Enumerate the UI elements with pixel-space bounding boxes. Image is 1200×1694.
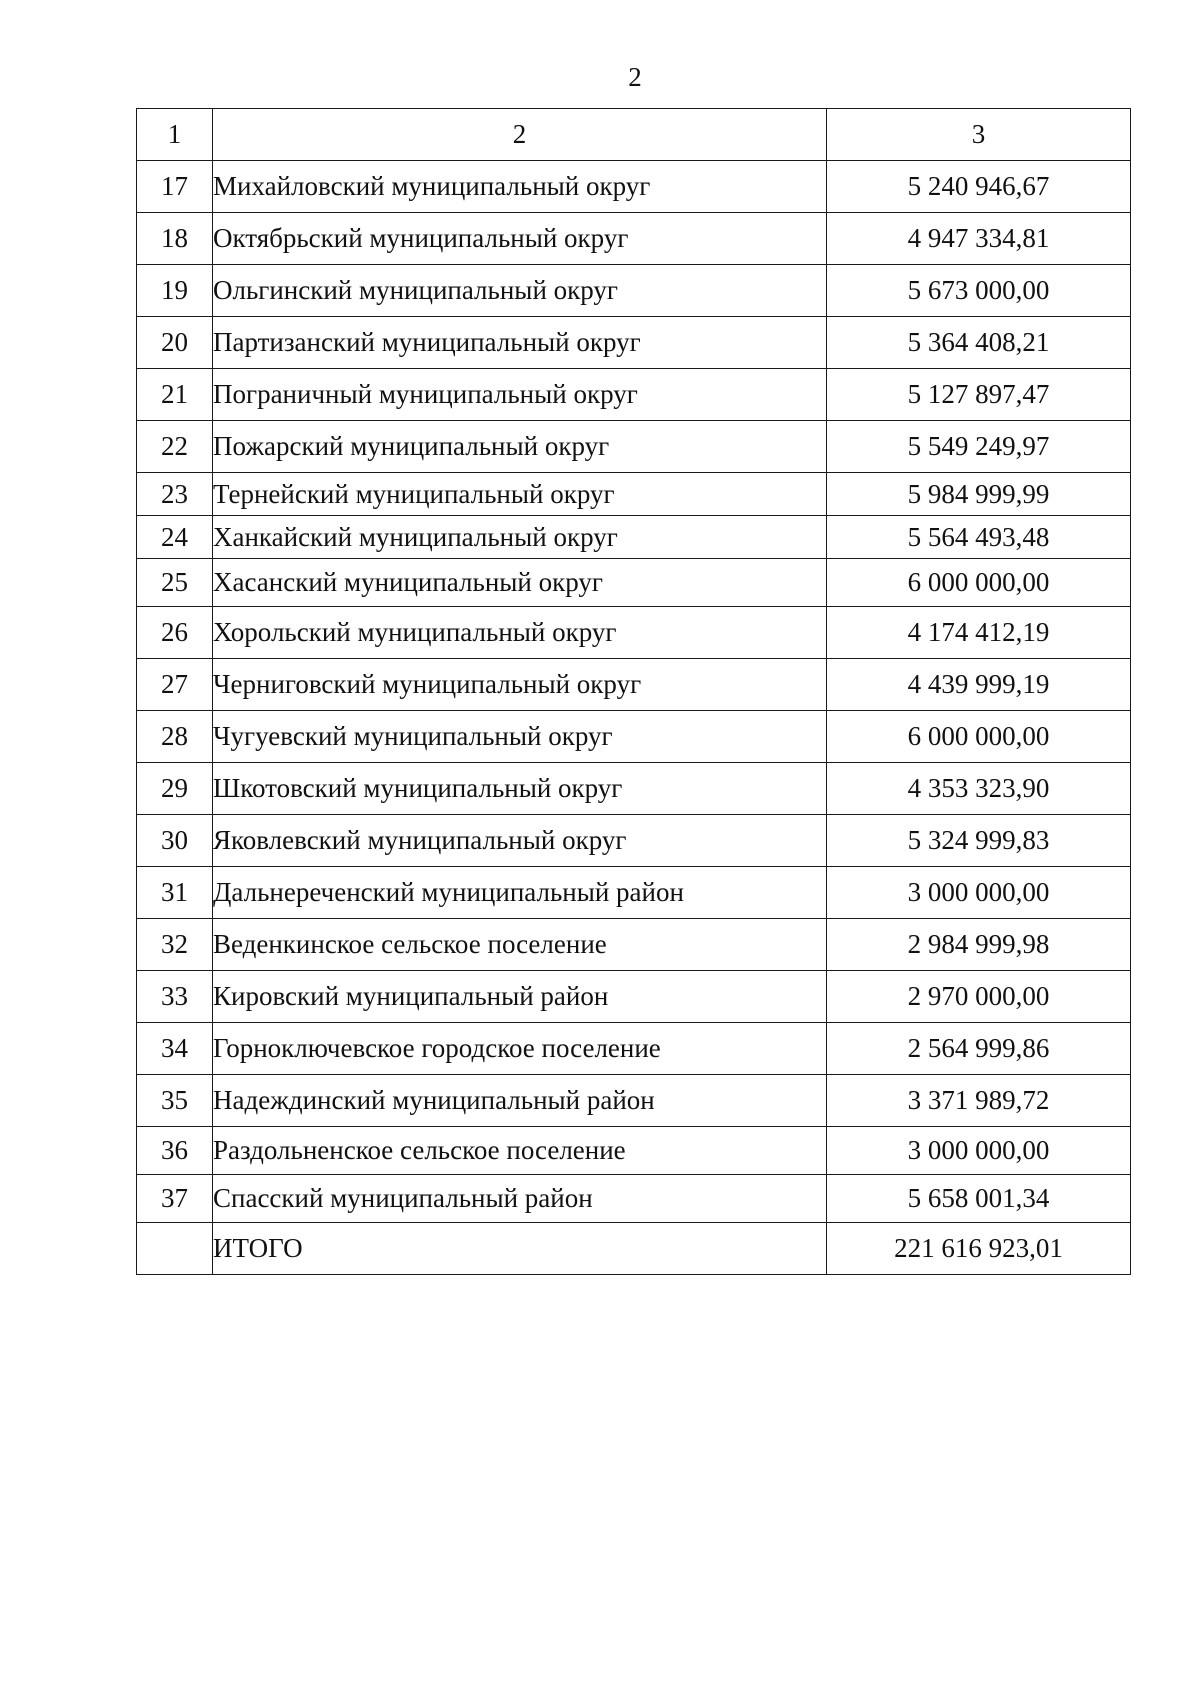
row-name: Раздольненское сельское поселение [213,1127,827,1175]
header-cell-number: 1 [137,109,213,161]
row-amount: 5 564 493,48 [827,516,1131,559]
table-row [137,711,1131,763]
row-amount: 5 658 001,34 [827,1175,1131,1223]
row-name: Тернейский муниципальный округ [213,473,827,516]
row-number: 30 [137,815,213,867]
row-name: Хорольский муниципальный округ [213,607,827,659]
table-total-row [137,1223,1131,1275]
row-amount: 3 371 989,72 [827,1075,1131,1127]
row-name: Надеждинский муниципальный район [213,1075,827,1127]
row-number: 28 [137,711,213,763]
row-name: Чугуевский муниципальный округ [213,711,827,763]
row-amount: 5 673 000,00 [827,265,1131,317]
table-row [137,265,1131,317]
row-name: Ольгинский муниципальный округ [213,265,827,317]
row-name: Шкотовский муниципальный округ [213,763,827,815]
table-row [137,1127,1131,1175]
row-name: Спасский муниципальный район [213,1175,827,1223]
header-cell-amount: 3 [827,109,1131,161]
row-amount: 3 000 000,00 [827,1127,1131,1175]
row-amount: 2 984 999,98 [827,919,1131,971]
row-amount: 5 364 408,21 [827,317,1131,369]
table-row [137,659,1131,711]
row-number: 23 [137,473,213,516]
row-amount: 4 439 999,19 [827,659,1131,711]
row-name: Пограничный муниципальный округ [213,369,827,421]
total-number [137,1223,213,1275]
table-row [137,1175,1131,1223]
table-row [137,971,1131,1023]
row-name: Черниговский муниципальный округ [213,659,827,711]
row-number: 29 [137,763,213,815]
row-name: Хасанский муниципальный округ [213,559,827,607]
table-row [137,763,1131,815]
row-number: 35 [137,1075,213,1127]
table-row [137,919,1131,971]
table-row [137,369,1131,421]
total-amount: 221 616 923,01 [827,1223,1131,1275]
row-number: 27 [137,659,213,711]
row-amount: 6 000 000,00 [827,711,1131,763]
row-number: 32 [137,919,213,971]
row-number: 26 [137,607,213,659]
row-name: Горноключевское городское поселение [213,1023,827,1075]
row-amount: 6 000 000,00 [827,559,1131,607]
row-amount: 2 970 000,00 [827,971,1131,1023]
table-body [137,109,1131,1275]
row-name: Октябрьский муниципальный округ [213,213,827,265]
table-row [137,161,1131,213]
row-amount: 5 240 946,67 [827,161,1131,213]
row-amount: 2 564 999,86 [827,1023,1131,1075]
table-row [137,516,1131,559]
row-number: 24 [137,516,213,559]
table-row [137,421,1131,473]
row-amount: 4 353 323,90 [827,763,1131,815]
row-name: Веденкинское сельское поселение [213,919,827,971]
header-cell-name: 2 [213,109,827,161]
total-label: ИТОГО [213,1223,827,1275]
table-row [137,1075,1131,1127]
table-row [137,1023,1131,1075]
row-number: 19 [137,265,213,317]
row-number: 33 [137,971,213,1023]
row-number: 25 [137,559,213,607]
row-amount: 4 174 412,19 [827,607,1131,659]
row-number: 37 [137,1175,213,1223]
row-name: Кировский муниципальный район [213,971,827,1023]
row-number: 20 [137,317,213,369]
row-number: 31 [137,867,213,919]
table-row [137,317,1131,369]
table-row [137,607,1131,659]
row-number: 18 [137,213,213,265]
table-row [137,213,1131,265]
row-name: Пожарский муниципальный округ [213,421,827,473]
row-amount: 3 000 000,00 [827,867,1131,919]
table-header-row [137,109,1131,161]
row-amount: 4 947 334,81 [827,213,1131,265]
page-number: 2 [628,62,642,92]
row-amount: 5 127 897,47 [827,369,1131,421]
row-number: 36 [137,1127,213,1175]
row-name: Яковлевский муниципальный округ [213,815,827,867]
row-name: Дальнереченский муниципальный район [213,867,827,919]
row-name: Михайловский муниципальный округ [213,161,827,213]
table-row [137,473,1131,516]
allocation-table [136,108,1131,1275]
row-amount: 5 549 249,97 [827,421,1131,473]
row-amount: 5 324 999,83 [827,815,1131,867]
table-row [137,559,1131,607]
row-number: 34 [137,1023,213,1075]
row-name: Партизанский муниципальный округ [213,317,827,369]
row-amount: 5 984 999,99 [827,473,1131,516]
row-number: 17 [137,161,213,213]
table-row [137,867,1131,919]
row-name: Ханкайский муниципальный округ [213,516,827,559]
row-number: 21 [137,369,213,421]
table-row [137,815,1131,867]
row-number: 22 [137,421,213,473]
